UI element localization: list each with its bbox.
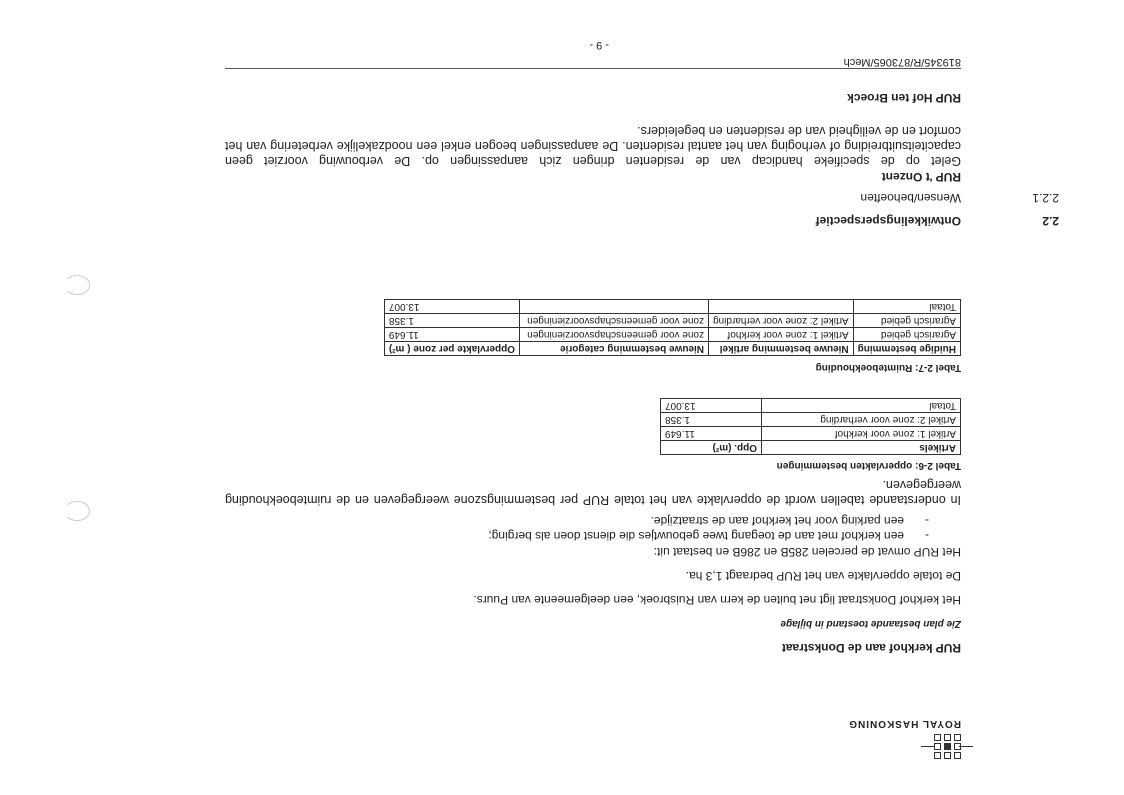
table-2-6 (660, 398, 961, 455)
table-cell: Artikel 1: zone voor kerkhof (762, 427, 961, 441)
table-cell: Agrarisch gebied (853, 328, 960, 342)
table-2-7 (384, 299, 961, 356)
table-cell: Artikel 1: zone voor kerkhof (709, 328, 854, 342)
table-row (661, 413, 961, 427)
punch-hole-bottom (64, 275, 90, 295)
table-cell: 1.358 (384, 314, 519, 328)
section-2-2-1-title: Wensen/behoeften (860, 191, 961, 205)
tables-intro-text: In onderstaande tabellen wordt de oppervlakte van het totale RUP per bestemmingszone weergegeven en de ruimteboekhouding weergegeven. (225, 478, 961, 507)
table-cell: Agrarisch gebied (853, 314, 960, 328)
section-2-2-1-number: 2.2.1 (1032, 191, 1059, 205)
rup-title: RUP kerkhof aan de Donkstraat (781, 641, 961, 655)
table-cell: zone voor gemeenschapsvoorzieningen (520, 314, 709, 328)
page-number: - 9 - (589, 39, 609, 51)
table-row (384, 300, 960, 314)
location-text: Het kerkhof Donkstraat ligt net buiten de kern van Ruisbroek, een deelgemeente van Puurs. (473, 593, 961, 607)
parcels-text: Het RUP omvat de percelen 285B en 286B en bestaat uit: (653, 545, 961, 559)
table-header: Nieuwe bestemming artikel (709, 342, 854, 356)
royal-haskoning-logo-icon (925, 733, 961, 759)
table-header: Huidige bestemming (853, 342, 960, 356)
bullet-item-2: een parking voor het kerkhof aan de straatzijde. (650, 514, 904, 528)
table-cell: Totaal (853, 300, 960, 314)
section-title: RUP Hof ten Broeck (847, 91, 961, 105)
table-header: Oppervlakte per zone ( m²) (384, 342, 519, 356)
tables-intro-block (225, 477, 961, 507)
bullet-item-1: een kerkhof met aan de toegang twee gebouwtjes die dienst doen als berging; (488, 529, 904, 543)
intro-paragraph-block (225, 123, 961, 168)
total-area-text: De totale oppervlakte van het RUP bedraagt 1,3 ha. (685, 569, 961, 583)
table-row (661, 399, 961, 413)
table-2-7-caption: Tabel 2-7: Ruimteboekhouding (815, 362, 961, 373)
table-row (384, 328, 960, 342)
table-2-6-caption: Tabel 2-6: oppervlakten bestemmingen (776, 460, 961, 471)
intro-paragraph: Gelet op de specifieke handicap van de residenten dringen zich aanpassingen op. De verbouwing voorziet geen capaciteitsuitbreiding of verhoging van het aantal residenten. De aanpassingen beogen enkel een noodzakelijke verbetering van het comfort en de veiligheid van de residenten en begeleiders. (225, 124, 961, 168)
header-rule (225, 68, 961, 69)
table-cell (709, 300, 854, 314)
punch-hole-top (64, 501, 90, 521)
table-cell: Artikel 2: zone voor verharding (762, 413, 961, 427)
plan-note: Zie plan bestaande toestand in bijlage (780, 618, 961, 629)
table-cell: zone voor gemeenschapsvoorzieningen (520, 328, 709, 342)
table-cell: 1.358 (661, 413, 762, 427)
table-row (384, 314, 960, 328)
section-2-2-number: 2.2 (1042, 214, 1059, 228)
table-cell: 11.649 (661, 427, 762, 441)
bullet-dash-2: - (925, 514, 929, 528)
table-header: Artikels (762, 441, 961, 455)
section-2-2-title: Ontwikkelingsperspectief (815, 214, 961, 228)
table-cell: 11.649 (384, 328, 519, 342)
table-cell: Artikel 2: zone voor verharding (709, 314, 854, 328)
table-header: Opp. (m²) (661, 441, 762, 455)
table-cell: 13.007 (384, 300, 519, 314)
table-cell: 13.007 (661, 399, 762, 413)
table-row (661, 427, 961, 441)
table-cell (520, 300, 709, 314)
bullet-dash-1: - (925, 529, 929, 543)
doc-ref: 819345/R/873065/Mech (843, 56, 961, 68)
subheading-rup-onzent: RUP 't Onzent (881, 170, 961, 184)
table-cell: Totaal (762, 399, 961, 413)
footer-company: ROYAL HASKONING (848, 718, 961, 729)
table-header: Nieuwe bestemming categorie (520, 342, 709, 356)
